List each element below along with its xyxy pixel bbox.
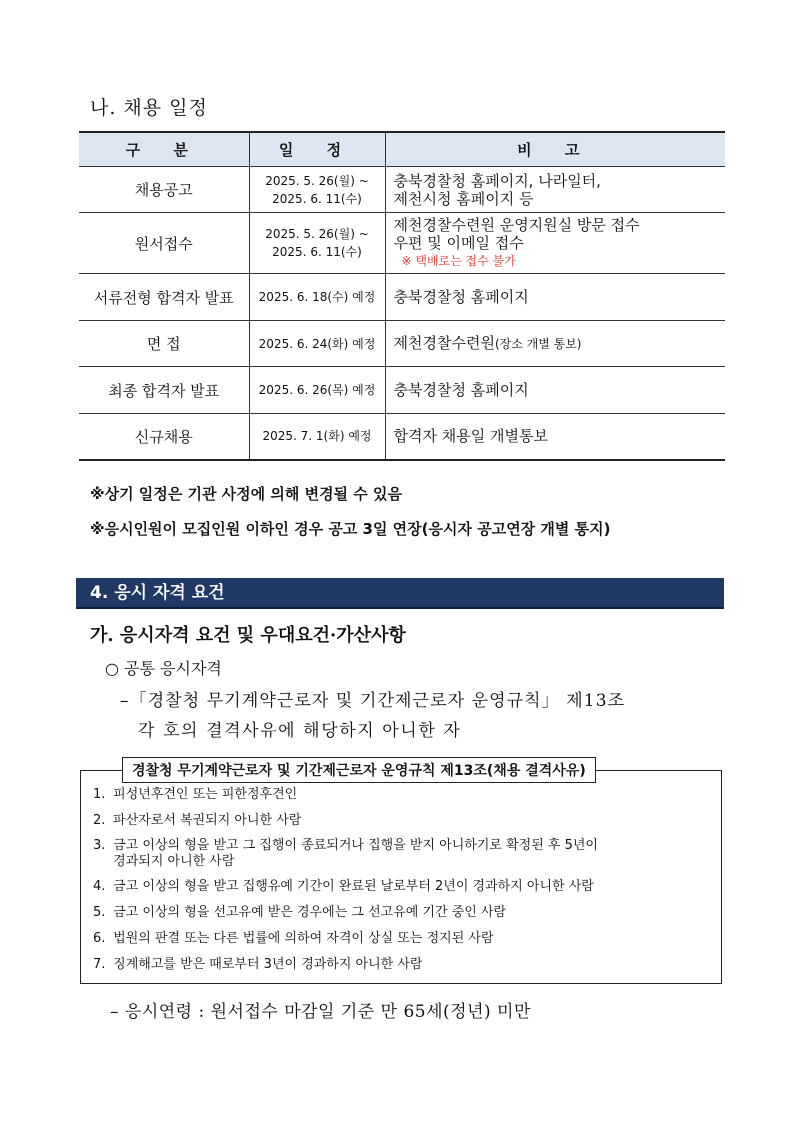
list-item	[93, 787, 713, 803]
item-text: 금고 이상의 형을 받고 그 집행이 종료되거나 집행을 받지 아니하기로 확정된 후 5년이	[113, 838, 598, 853]
common-qualification-bullet: ○ 공통 응시자격	[105, 659, 222, 678]
date-start: 2025. 5. 26(월) ~	[265, 227, 369, 241]
schedule-heading: 나. 채용 일정	[90, 97, 208, 119]
header-date: 일 정	[249, 132, 385, 167]
table-row	[79, 367, 725, 414]
table-row	[79, 213, 725, 274]
date-end: 2025. 6. 11(수)	[272, 245, 362, 259]
row-date	[249, 167, 385, 213]
row-note	[385, 167, 725, 213]
row-category: 면 접	[79, 321, 249, 367]
table-row	[79, 167, 725, 213]
rule-reference-line-cont: 각 호의 결격사유에 해당하지 아니한 자	[138, 721, 462, 741]
item-text: 피성년후견인 또는 피한정후견인	[113, 787, 298, 802]
note-line: 우편 및 이메일 접수	[393, 234, 524, 252]
row-note: 충북경찰청 홈페이지	[385, 274, 725, 321]
list-item	[93, 905, 713, 921]
rule-reference-line: –「경찰청 무기계약근로자 및 기간제근로자 운영규칙」 제13조	[120, 691, 626, 711]
header-note: 비 고	[385, 132, 725, 167]
note-main: 제천경찰수련원	[393, 334, 495, 352]
table-row	[79, 414, 725, 460]
item-text: 법원의 판결 또는 다른 법률에 의하여 자격이 상실 또는 정지된 사람	[113, 931, 494, 946]
note-small: (장소 개별 통보)	[494, 337, 582, 351]
row-category: 서류전형 합격자 발표	[79, 274, 249, 321]
note-line: 제천시청 홈페이지 등	[393, 189, 534, 208]
list-item	[93, 931, 713, 947]
date-start: 2025. 5. 26(월) ~	[265, 173, 369, 188]
item-text: 파산자로서 복권되지 아니한 사람	[113, 813, 302, 828]
item-number: 6.	[93, 931, 106, 946]
row-date: 2025. 6. 18(수) 예정	[249, 274, 385, 321]
date-end: 2025. 6. 11(수)	[272, 191, 362, 206]
row-note: 충북경찰청 홈페이지	[385, 367, 725, 414]
item-text: 금고 이상의 형을 받고 집행유예 기간이 완료된 날로부터 2년이 경과하지 아니한 사람	[113, 879, 594, 894]
item-text: 금고 이상의 형을 선고유예 받은 경우에는 그 선고유예 기간 중인 사람	[113, 905, 507, 920]
schedule-table	[79, 131, 725, 461]
header-category: 구 분	[79, 132, 249, 167]
row-category: 신규채용	[79, 414, 249, 460]
table-header-row	[79, 132, 725, 167]
warning-note: ※ 택배로는 접수 불가	[401, 254, 516, 268]
item-number: 4.	[93, 879, 106, 894]
age-requirement: – 응시연령 : 원서접수 마감일 기준 만 65세(정년) 미만	[110, 1002, 531, 1022]
row-category: 최종 합격자 발표	[79, 367, 249, 414]
note-line: 충북경찰청 홈페이지, 나라일터,	[393, 171, 601, 190]
note-line: 제천경찰수련원 운영지원실 방문 접수	[393, 216, 640, 234]
schedule-change-note: ※상기 일정은 기관 사정에 의해 변경될 수 있음	[90, 485, 402, 503]
section-title-bar: 4. 응시 자격 요건	[76, 578, 724, 609]
item-number: 3.	[93, 838, 106, 853]
row-note	[385, 321, 725, 367]
list-item	[93, 813, 713, 829]
row-date: 2025. 7. 1(화) 예정	[249, 414, 385, 460]
table-row	[79, 321, 725, 367]
item-number: 1.	[93, 787, 106, 802]
item-text-cont: 경과되지 아니한 사람	[113, 854, 235, 869]
list-item	[93, 957, 713, 973]
item-number: 7.	[93, 957, 106, 972]
list-item	[93, 879, 713, 895]
row-date: 2025. 6. 26(목) 예정	[249, 367, 385, 414]
extension-note: ※응시인원이 모집인원 이하인 경우 공고 3일 연장(응시자 공고연장 개별 통지)	[90, 520, 611, 538]
qualification-heading: 가. 응시자격 요건 및 우대요건·가산사항	[90, 625, 406, 646]
disqualification-box-title: 경찰청 무기계약근로자 및 기간제근로자 운영규칙 제13조(채용 결격사유)	[122, 757, 596, 783]
row-date: 2025. 6. 24(화) 예정	[249, 321, 385, 367]
row-date	[249, 213, 385, 274]
list-item	[93, 838, 713, 870]
table-row	[79, 274, 725, 321]
row-category: 채용공고	[79, 167, 249, 213]
row-note: 합격자 채용일 개별통보	[385, 414, 725, 460]
item-text: 징계해고를 받은 때로부터 3년이 경과하지 아니한 사람	[113, 957, 423, 972]
item-number: 2.	[93, 813, 106, 828]
row-note	[385, 213, 725, 274]
row-category: 원서접수	[79, 213, 249, 274]
item-number: 5.	[93, 905, 106, 920]
